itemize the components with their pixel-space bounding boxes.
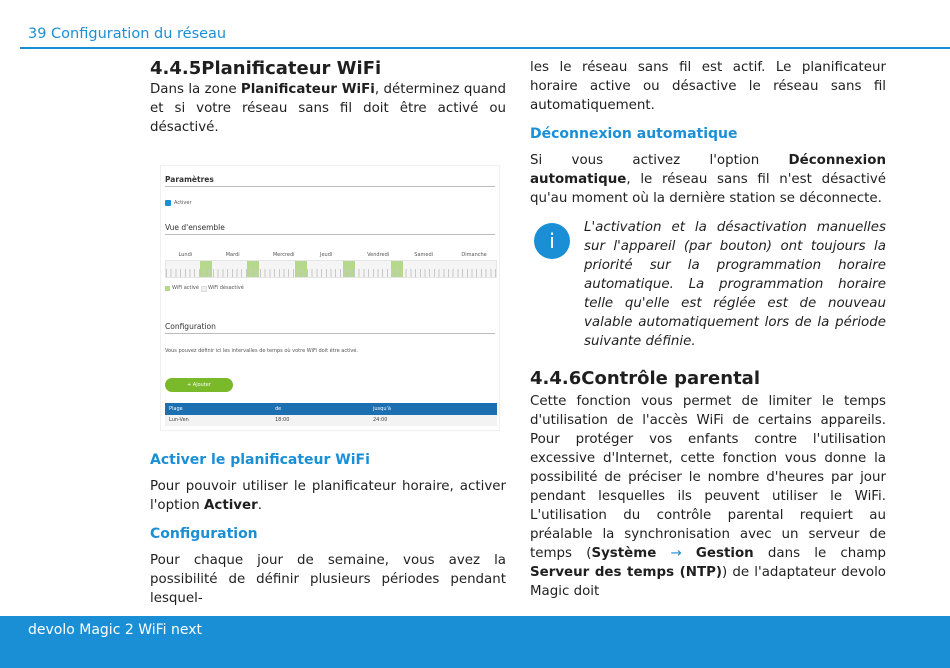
- intro-bold: Planificateur WiFi: [240, 82, 375, 97]
- fig-day-label: Samedi: [414, 252, 434, 258]
- parental-bold-ntp: Serveur des temps (NTP): [530, 565, 723, 580]
- section-heading-parental-control: [530, 368, 886, 390]
- fig-day-label: Jeudi: [320, 252, 333, 258]
- left-column-lower: [150, 451, 506, 608]
- fig-day-label: Mercredi: [272, 252, 295, 258]
- footer-product-name: devolo Magic 2 WiFi next: [28, 622, 203, 638]
- legend-inactive-label: WiFi désactivé: [208, 285, 244, 291]
- fig-divider: [165, 333, 495, 334]
- activate-bold: Activer: [204, 498, 258, 513]
- activate-text-end: .: [257, 498, 262, 513]
- section-title: Contrôle parental: [581, 368, 760, 389]
- section-number: 4.4.5: [150, 58, 202, 79]
- fig-divider: [165, 234, 495, 235]
- table-header-cell: Plage: [169, 406, 183, 412]
- legend-active-swatch: [165, 286, 170, 291]
- add-button[interactable]: + Ajouter: [165, 378, 233, 392]
- table-cell: 24:00: [373, 417, 388, 423]
- legend-inactive-swatch: [201, 286, 207, 292]
- section-number: 4.4.6: [530, 368, 582, 389]
- fig-overview-heading: Vue d'ensemble: [165, 223, 225, 232]
- parental-control-paragraph: [530, 392, 886, 601]
- activate-text: Pour pouvoir utiliser le planificateur horaire, activer l'option: [150, 479, 506, 513]
- auto-disconnect-text-end: , le réseau sans fil n'est désactivé qu'au moment où la dernière station se déconnecte.: [530, 172, 886, 206]
- parental-text: Cette fonction vous permet de limiter le temps d'utilisation de l'accès WiFi de certains appareils. Pour protéger vos enfants contre l'utilisation excessive d'Internet, cette fonction vous donne la possibilité de préciser le nombre d'heures par jour pendant lesquelles ils peuvent utiliser le WiFi. L'utilisation du contrôle parental requiert au préalable la synchronisation avec un serveur de temps (: [530, 394, 886, 561]
- parental-text-end: ) de l'adaptateur devolo Magic doit: [530, 565, 886, 599]
- continued-paragraph: les le réseau sans fil est actif. Le planificateur horaire active ou désactive le réseau sans fil automatiquement.: [530, 60, 886, 113]
- intro-paragraph: [150, 80, 506, 137]
- scheduler-screenshot-figure: [160, 165, 500, 431]
- auto-disconnect-paragraph: [530, 151, 886, 208]
- right-column: [530, 58, 886, 601]
- fig-day-label: Dimanche: [461, 252, 487, 258]
- table-cell: 18:00: [275, 417, 290, 423]
- info-note-text: L'activation et la désactivation manuelles sur l'appareil (par bouton) ont toujours la priorité sur la programmation horaire automatique. La programmation horaire telle qu'elle est réglée est de nouveau valable automatiquement lors de la période suivante définie.: [584, 220, 886, 349]
- legend-active-label: WiFi activé: [172, 285, 199, 291]
- subheading-activate-scheduler: Activer le planificateur WiFi: [150, 452, 370, 468]
- auto-disconnect-bold: Déconnexion automatique: [530, 153, 886, 187]
- parental-bold-system: Système: [591, 546, 657, 561]
- auto-disconnect-text: Si vous activez l'option: [530, 153, 789, 168]
- fig-activer-label: Activer: [174, 200, 192, 206]
- table-header-cell: jusqu'à: [373, 406, 391, 412]
- activate-paragraph: [150, 477, 506, 515]
- configuration-paragraph: Pour chaque jour de semaine, vous avez la possibilité de définir plusieurs périodes pendant lesquel-: [150, 553, 506, 606]
- subheading-configuration: Configuration: [150, 526, 258, 542]
- left-column: [150, 58, 506, 137]
- table-header-cell: de: [275, 406, 282, 412]
- parental-bold-gestion: Gestion: [695, 546, 754, 561]
- header-divider: [20, 47, 950, 49]
- info-icon: i: [534, 223, 570, 259]
- table-row[interactable]: [165, 415, 497, 426]
- fig-day-label: Lundi: [178, 252, 193, 258]
- arrow-icon: →: [656, 546, 696, 561]
- timeline-ticks: [166, 269, 496, 277]
- info-note: [530, 218, 886, 351]
- checkbox-icon: [165, 200, 171, 206]
- fig-params-heading: Paramètres: [165, 175, 214, 184]
- intro-text: Dans la zone: [150, 82, 241, 97]
- fig-config-heading: Configuration: [165, 322, 216, 331]
- fig-divider: [165, 186, 495, 187]
- table-cell: Lun-Ven: [169, 417, 189, 423]
- fig-config-desc: Vous pouvez définir ici les intervalles de temps où votre WiFi doit être activé.: [165, 348, 359, 354]
- page-header-title: 39 Configuration du réseau: [28, 26, 227, 42]
- subheading-auto-disconnect: Déconnexion automatique: [530, 126, 738, 142]
- fig-day-label: Vendredi: [367, 252, 390, 258]
- section-heading-wifi-scheduler: [150, 58, 506, 80]
- fig-day-label: Mardi: [225, 252, 240, 258]
- fig-timeline: [165, 260, 497, 278]
- section-title: Planificateur WiFi: [201, 58, 382, 79]
- intro-text-end: , déterminez quand et si votre réseau sans fil doit être activé ou désactivé.: [150, 82, 506, 135]
- fig-table-header: [165, 403, 497, 415]
- parental-text-mid: dans le champ: [753, 546, 887, 561]
